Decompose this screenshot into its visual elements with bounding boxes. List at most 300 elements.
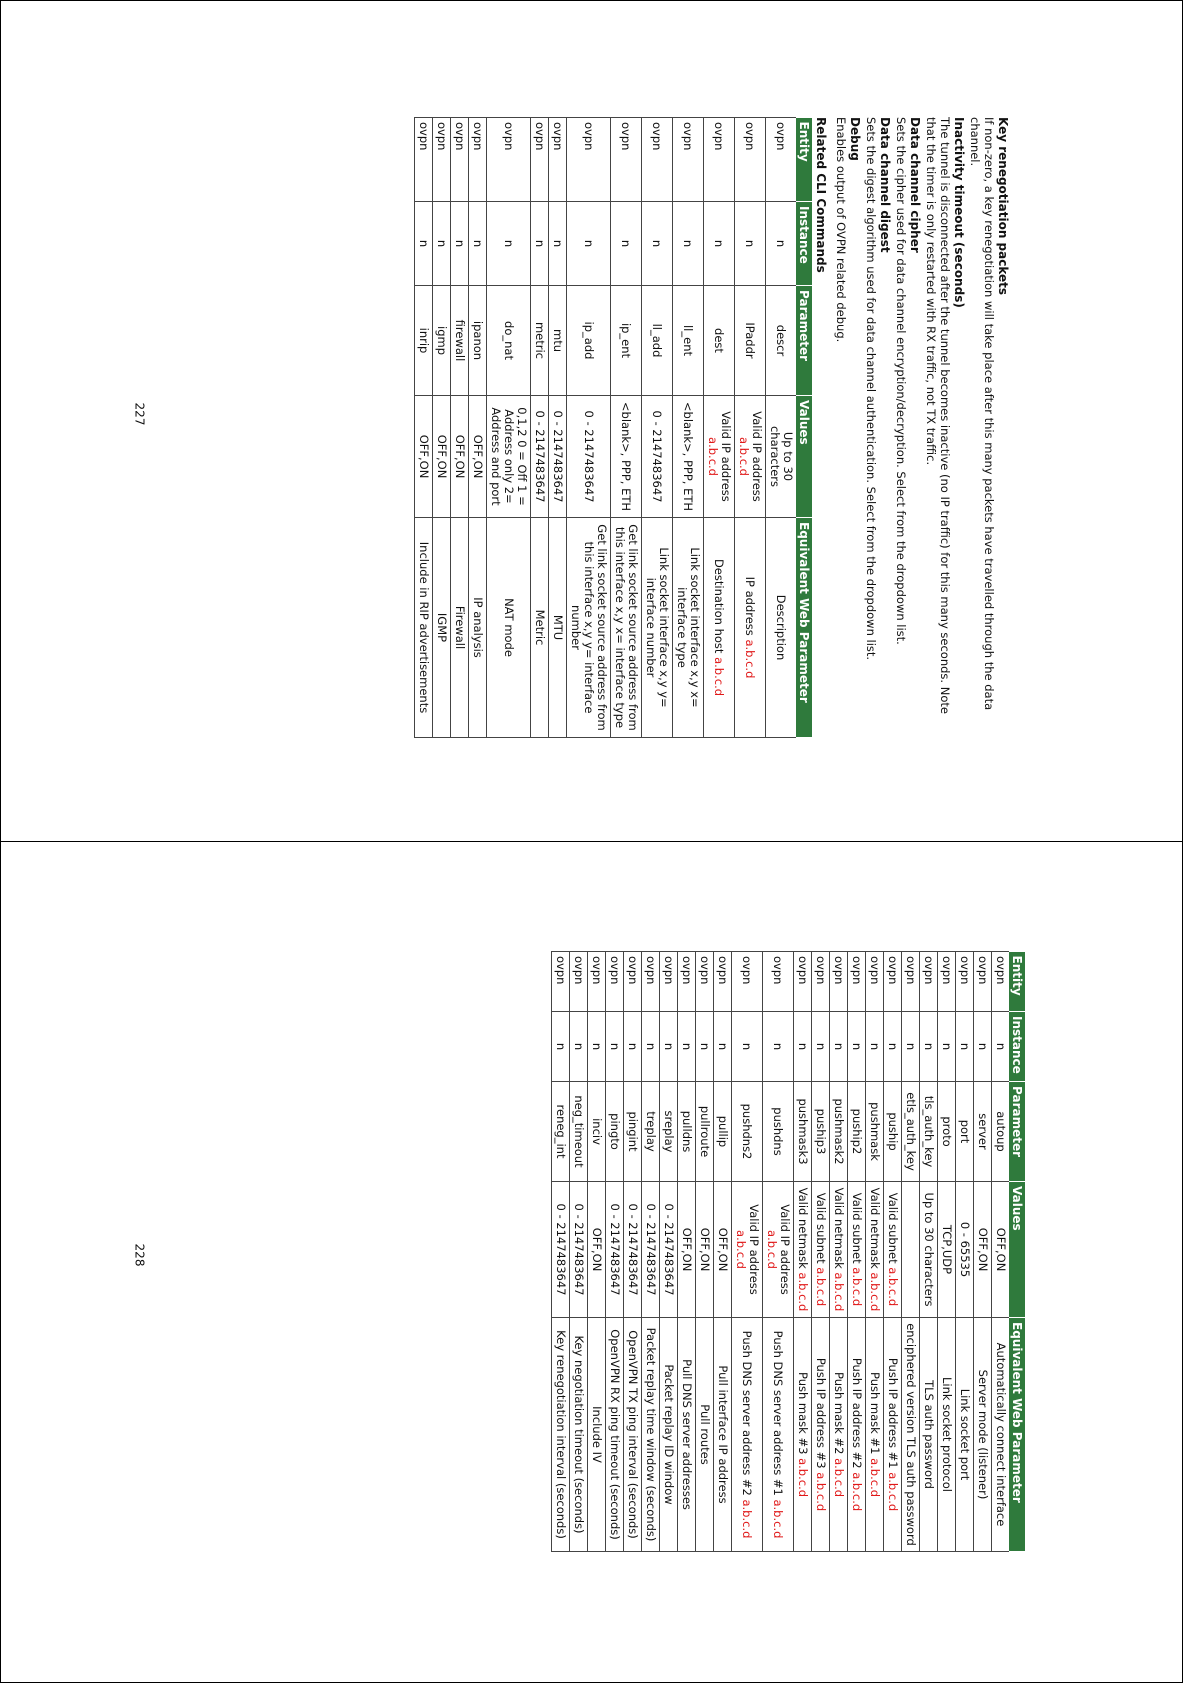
parameter-cell: metric: [531, 286, 549, 396]
values-cell: [673, 396, 704, 518]
parameter-cell: firewall: [451, 286, 469, 396]
column-header: Entity: [1009, 952, 1025, 1012]
entity-cell: ovpn: [902, 952, 920, 1012]
table-row: [992, 952, 1010, 1552]
column-header: Equivalent Web Parameter: [1009, 1318, 1025, 1552]
web-parameter-text: Push DNS server address #2: [740, 1330, 755, 1500]
web-parameter-text: Push mask #1: [868, 1371, 882, 1459]
values-cell: [938, 1182, 956, 1318]
intro-heading: Data channel cipher: [908, 117, 922, 253]
web-parameter-cell: [660, 1318, 678, 1552]
values-cell: [570, 1182, 588, 1318]
values-text: 0 - 2147483647: [650, 410, 665, 503]
parameter-cell: ipanon: [469, 286, 487, 396]
values-text: 0 - 2147483647: [551, 410, 565, 503]
table-row: [487, 118, 531, 738]
web-parameter-cell: [866, 1318, 884, 1552]
values-cell: [848, 1182, 866, 1318]
web-parameter-cell: [938, 1318, 956, 1552]
values-cell: [974, 1182, 992, 1318]
web-parameter-text: enciphered version TLS auth password: [904, 1323, 918, 1546]
table-row: [624, 952, 642, 1552]
web-parameter-text: Push DNS server address #1: [771, 1330, 786, 1500]
entity-cell: ovpn: [704, 118, 735, 202]
values-text: Valid subnet: [814, 1192, 828, 1264]
web-parameter-text: Pull routes: [698, 1404, 712, 1465]
values-text: 0 - 2147483647: [644, 1203, 658, 1296]
web-parameter-text: IP address: [743, 576, 758, 640]
instance-cell: n: [794, 1012, 812, 1082]
table-row: [673, 118, 704, 738]
parameter-cell: pullip: [714, 1082, 732, 1182]
parameter-cell: treplay: [642, 1082, 660, 1182]
web-parameter-text: Link socket port: [958, 1388, 972, 1481]
web-parameter-text: Link socket interface x,y x= interface type: [675, 547, 702, 708]
web-parameter-cell: [642, 1318, 660, 1552]
instance-cell: n: [848, 1012, 866, 1082]
intro-text: If non-zero, a key renegotiation will take place after this many packets have travelled through the data channel.: [968, 117, 996, 711]
intro-text: The tunnel is disconnected after the tunnel becomes inactive (no IP traffic) for this many seconds. Note that the timer is only restarted with RX traffic, not TX traffic.: [924, 117, 952, 714]
web-parameter-cell: [920, 1318, 938, 1552]
entity-cell: ovpn: [642, 952, 660, 1012]
table-row: [642, 118, 673, 738]
entity-cell: ovpn: [992, 952, 1010, 1012]
intro-heading: Key renegotiation packets: [996, 117, 1010, 296]
instance-cell: n: [830, 1012, 848, 1082]
table-row: [678, 952, 696, 1552]
web-parameter-text: MTU: [551, 614, 565, 641]
instance-cell: n: [866, 1012, 884, 1082]
web-parameter-cell: [992, 1318, 1010, 1552]
parameter-cell: igmp: [433, 286, 451, 396]
entity-cell: ovpn: [611, 118, 642, 202]
web-parameter-text: OpenVPN RX ping timeout (seconds): [608, 1329, 622, 1540]
values-cell: [902, 1182, 920, 1318]
values-red-text: a.b.c.d: [796, 1272, 810, 1312]
parameter-cell: IPaddr: [735, 286, 766, 396]
values-cell: [624, 1182, 642, 1318]
values-text: OFF,ON: [994, 1227, 1008, 1272]
entity-cell: ovpn: [920, 952, 938, 1012]
cli-table-page-227: [414, 117, 812, 738]
entity-cell: ovpn: [884, 952, 902, 1012]
instance-cell: n: [974, 1012, 992, 1082]
instance-cell: n: [714, 1012, 732, 1082]
parameter-cell: pushmask: [866, 1082, 884, 1182]
values-cell: [992, 1182, 1010, 1318]
web-parameter-text: TLS auth password: [922, 1380, 936, 1489]
table-row: [531, 118, 549, 738]
values-text: Valid IP address: [747, 1204, 761, 1295]
web-parameter-cell: [611, 518, 642, 738]
entity-cell: ovpn: [487, 118, 531, 202]
entity-cell: ovpn: [714, 952, 732, 1012]
web-parameter-text: Push IP address #2: [850, 1357, 864, 1473]
entity-cell: ovpn: [531, 118, 549, 202]
web-parameter-text: Link socket protocol: [940, 1377, 954, 1492]
values-cell: [704, 396, 735, 518]
parameter-cell: sreplay: [660, 1082, 678, 1182]
web-parameter-text: NAT mode: [502, 598, 516, 657]
web-parameter-text: Description: [774, 594, 789, 661]
entity-cell: ovpn: [433, 118, 451, 202]
instance-cell: n: [415, 202, 433, 286]
instance-cell: n: [611, 202, 642, 286]
entity-cell: ovpn: [469, 118, 487, 202]
values-text: 0 - 2147483647: [626, 1203, 640, 1296]
instance-cell: n: [673, 202, 704, 286]
web-parameter-cell: [642, 518, 673, 738]
values-red-text: a.b.c.d: [832, 1272, 846, 1312]
values-text: TCP,UDP: [940, 1224, 954, 1275]
values-text: 0 - 2147483647: [608, 1203, 622, 1296]
parameter-cell: puship: [884, 1082, 902, 1182]
parameter-cell: pullroute: [696, 1082, 714, 1182]
parameter-cell: puship3: [812, 1082, 830, 1182]
table-row: [732, 952, 763, 1552]
table-row: [902, 952, 920, 1552]
parameter-cell: pushdns2: [732, 1082, 763, 1182]
web-parameter-cell: [902, 1318, 920, 1552]
parameter-cell: pulldns: [678, 1082, 696, 1182]
values-text: 0,1,2 0 = Off 1 = Address only 2= Address and port: [489, 407, 529, 506]
web-parameter-cell: [549, 518, 567, 738]
entity-cell: ovpn: [830, 952, 848, 1012]
web-parameter-cell: [714, 1318, 732, 1552]
intro-text: Enables output of OVPN related debug.: [834, 117, 848, 343]
parameter-cell: autoup: [992, 1082, 1010, 1182]
instance-cell: n: [884, 1012, 902, 1082]
parameter-cell: inciv: [588, 1082, 606, 1182]
web-parameter-text: Push IP address #3: [814, 1357, 828, 1473]
instance-cell: n: [469, 202, 487, 286]
instance-cell: n: [938, 1012, 956, 1082]
table-row: [766, 118, 797, 738]
web-parameter-cell: [433, 518, 451, 738]
intro-heading: Debug: [848, 117, 862, 161]
parameter-cell: proto: [938, 1082, 956, 1182]
values-cell: [735, 396, 766, 518]
web-parameter-cell: [884, 1318, 902, 1552]
parameter-cell: pingint: [624, 1082, 642, 1182]
values-cell: [830, 1182, 848, 1318]
table-row: [794, 952, 812, 1552]
parameter-cell: pushmask3: [794, 1082, 812, 1182]
intro-section: [834, 117, 1010, 737]
entity-cell: ovpn: [678, 952, 696, 1012]
values-text: OFF,ON: [453, 434, 467, 479]
column-header: Equivalent Web Parameter: [796, 518, 812, 738]
values-text: 0 - 2147483647: [662, 1203, 676, 1296]
parameter-cell: pushmask2: [830, 1082, 848, 1182]
values-cell: [766, 396, 797, 518]
instance-cell: n: [642, 1012, 660, 1082]
values-cell: [415, 396, 433, 518]
values-red-text: a.b.c.d: [814, 1267, 828, 1307]
values-cell: [552, 1182, 570, 1318]
values-text: Valid subnet: [850, 1192, 864, 1264]
web-parameter-cell: [974, 1318, 992, 1552]
web-parameter-red-text: a.b.c.d: [796, 1458, 810, 1498]
page-divider: [0, 841, 1183, 842]
entity-cell: ovpn: [606, 952, 624, 1012]
values-text: 0 - 2147483647: [533, 410, 547, 503]
parameter-cell: port: [956, 1082, 974, 1182]
parameter-cell: tls_auth_key: [920, 1082, 938, 1182]
web-parameter-cell: [766, 518, 797, 738]
entity-cell: ovpn: [624, 952, 642, 1012]
table-header-row: [796, 118, 812, 738]
values-text: Valid netmask: [868, 1187, 882, 1269]
table-row: [848, 952, 866, 1552]
values-cell: [567, 396, 611, 518]
values-text: OFF,ON: [716, 1227, 730, 1272]
values-text: Valid netmask: [832, 1187, 846, 1269]
intro-heading: Inactivity timeout (seconds): [952, 117, 966, 308]
entity-cell: ovpn: [763, 952, 794, 1012]
table-row: [567, 118, 611, 738]
web-parameter-red-text: a.b.c.d: [868, 1458, 882, 1498]
parameter-cell: ll_add: [642, 286, 673, 396]
instance-cell: n: [735, 202, 766, 286]
web-parameter-text: Key renegotiation interval (seconds): [554, 1330, 568, 1539]
intro-text: Sets the cipher used for data channel encryption/decryption. Select from the dropdown list.: [894, 117, 908, 645]
entity-cell: ovpn: [673, 118, 704, 202]
web-parameter-cell: [848, 1318, 866, 1552]
web-parameter-text: Pull DNS server addresses: [680, 1359, 694, 1510]
parameter-cell: descr: [766, 286, 797, 396]
values-cell: [531, 396, 549, 518]
entity-cell: ovpn: [938, 952, 956, 1012]
entity-cell: ovpn: [848, 952, 866, 1012]
instance-cell: n: [624, 1012, 642, 1082]
parameter-cell: ll_ent: [673, 286, 704, 396]
web-parameter-cell: [812, 1318, 830, 1552]
entity-cell: ovpn: [567, 118, 611, 202]
web-parameter-text: Get link socket source address from this interface x,y y= interface number: [569, 524, 609, 731]
values-text: OFF,ON: [590, 1227, 604, 1272]
values-text: Valid IP address: [750, 411, 764, 502]
web-parameter-red-text: a.b.c.d: [850, 1472, 864, 1512]
table-row: [570, 952, 588, 1552]
values-cell: [433, 396, 451, 518]
values-text: <blank>, PPP, ETH: [619, 401, 634, 512]
values-red-text: a.b.c.d: [850, 1267, 864, 1307]
web-parameter-cell: [624, 1318, 642, 1552]
table-row: [763, 952, 794, 1552]
web-parameter-text: Destination host: [712, 558, 727, 658]
values-cell: [794, 1182, 812, 1318]
table-row: [433, 118, 451, 738]
table-header-row: [1009, 952, 1025, 1552]
instance-cell: n: [766, 202, 797, 286]
instance-cell: n: [696, 1012, 714, 1082]
web-parameter-cell: [487, 518, 531, 738]
entity-cell: ovpn: [812, 952, 830, 1012]
web-parameter-cell: [588, 1318, 606, 1552]
web-parameter-text: Pull interface IP address: [716, 1365, 730, 1504]
web-parameter-red-text: a.b.c.d: [886, 1472, 900, 1512]
entity-cell: ovpn: [974, 952, 992, 1012]
table-row: [469, 118, 487, 738]
table-row: [415, 118, 433, 738]
web-parameter-text: Push mask #3: [796, 1371, 810, 1459]
instance-cell: n: [433, 202, 451, 286]
instance-cell: n: [606, 1012, 624, 1082]
entity-cell: ovpn: [794, 952, 812, 1012]
web-parameter-cell: [696, 1318, 714, 1552]
values-red-text: a.b.c.d: [737, 437, 751, 476]
values-text: Up to 30 characters: [922, 1192, 936, 1307]
web-parameter-cell: [735, 518, 766, 738]
values-cell: [642, 1182, 660, 1318]
values-cell: [920, 1182, 938, 1318]
web-parameter-text: Firewall: [453, 605, 467, 650]
table-row: [642, 952, 660, 1552]
column-header: Instance: [1009, 1012, 1025, 1082]
web-parameter-cell: [704, 518, 735, 738]
table-row: [735, 118, 766, 738]
entity-cell: ovpn: [696, 952, 714, 1012]
entity-cell: ovpn: [570, 952, 588, 1012]
values-text: OFF,ON: [471, 434, 485, 479]
web-parameter-cell: [673, 518, 704, 738]
instance-cell: n: [588, 1012, 606, 1082]
web-parameter-cell: [415, 518, 433, 738]
values-red-text: a.b.c.d: [765, 1230, 779, 1269]
page-227: [414, 117, 1010, 737]
values-text: 0 - 2147483647: [572, 1203, 586, 1296]
web-parameter-cell: [570, 1318, 588, 1552]
entity-cell: ovpn: [415, 118, 433, 202]
parameter-cell: reneg_int: [552, 1082, 570, 1182]
web-parameter-text: Include in RIP advertisements: [417, 541, 431, 714]
instance-cell: n: [992, 1012, 1010, 1082]
table-row: [830, 952, 848, 1552]
page-number-228: 228: [132, 1243, 147, 1267]
values-cell: [611, 396, 642, 518]
instance-cell: n: [763, 1012, 794, 1082]
table-row: [549, 118, 567, 738]
values-text: Valid subnet: [886, 1192, 900, 1264]
instance-cell: n: [549, 202, 567, 286]
column-header: Instance: [796, 202, 812, 286]
web-parameter-cell: [531, 518, 549, 738]
intro-text: Sets the digest algorithm used for data channel authentication. Select from the dropdown list.: [864, 117, 878, 661]
values-cell: [606, 1182, 624, 1318]
entity-cell: ovpn: [451, 118, 469, 202]
values-text: 0 - 2147483647: [554, 1203, 568, 1296]
instance-cell: n: [570, 1012, 588, 1082]
values-text: <blank>, PPP, ETH: [681, 401, 696, 512]
web-parameter-red-text: a.b.c.d: [740, 1499, 755, 1539]
instance-cell: n: [920, 1012, 938, 1082]
table-row: [938, 952, 956, 1552]
web-parameter-cell: [469, 518, 487, 738]
page-228: [551, 951, 1025, 1551]
column-header: Parameter: [796, 286, 812, 396]
parameter-cell: pushdns: [763, 1082, 794, 1182]
column-header: Values: [1009, 1182, 1025, 1318]
web-parameter-text: Push IP address #1: [886, 1357, 900, 1473]
parameter-cell: etls_auth_key: [902, 1082, 920, 1182]
table-row: [611, 118, 642, 738]
web-parameter-cell: [763, 1318, 794, 1552]
web-parameter-text: Server mode (listener): [976, 1369, 990, 1500]
web-parameter-text: Key negotiation timeout (seconds): [572, 1335, 586, 1534]
instance-cell: n: [642, 202, 673, 286]
parameter-cell: pingto: [606, 1082, 624, 1182]
parameter-cell: server: [974, 1082, 992, 1182]
values-text: OFF,ON: [435, 434, 449, 479]
entity-cell: ovpn: [549, 118, 567, 202]
table-row: [451, 118, 469, 738]
web-parameter-red-text: a.b.c.d: [771, 1499, 786, 1539]
table-row: [660, 952, 678, 1552]
column-header: Parameter: [1009, 1082, 1025, 1182]
intro-heading: Data channel digest: [878, 117, 892, 253]
parameter-cell: mtu: [549, 286, 567, 396]
entity-cell: ovpn: [735, 118, 766, 202]
web-parameter-cell: [451, 518, 469, 738]
parameter-cell: ip_ent: [611, 286, 642, 396]
instance-cell: n: [704, 202, 735, 286]
web-parameter-text: IP analysis: [471, 597, 485, 658]
values-cell: [642, 396, 673, 518]
table-row: [866, 952, 884, 1552]
web-parameter-text: OpenVPN TX ping interval (seconds): [626, 1330, 640, 1539]
values-cell: [588, 1182, 606, 1318]
instance-cell: n: [487, 202, 531, 286]
values-cell: [696, 1182, 714, 1318]
web-parameter-text: Packet replay time window (seconds): [644, 1327, 658, 1542]
instance-cell: n: [660, 1012, 678, 1082]
values-red-text: a.b.c.d: [868, 1272, 882, 1312]
instance-cell: n: [552, 1012, 570, 1082]
values-cell: [451, 396, 469, 518]
web-parameter-red-text: a.b.c.d: [743, 639, 758, 679]
column-header: Values: [796, 396, 812, 518]
values-cell: [487, 396, 531, 518]
web-parameter-red-text: a.b.c.d: [832, 1458, 846, 1498]
web-parameter-cell: [794, 1318, 812, 1552]
table-row: [956, 952, 974, 1552]
values-text: OFF,ON: [698, 1227, 712, 1272]
table-row: [552, 952, 570, 1552]
web-parameter-cell: [830, 1318, 848, 1552]
values-red-text: a.b.c.d: [734, 1230, 748, 1269]
parameter-cell: puship2: [848, 1082, 866, 1182]
web-parameter-cell: [567, 518, 611, 738]
values-cell: [714, 1182, 732, 1318]
table-row: [812, 952, 830, 1552]
values-cell: [866, 1182, 884, 1318]
web-parameter-text: Push mask #2: [832, 1371, 846, 1459]
values-red-text: a.b.c.d: [706, 437, 720, 476]
values-cell: [660, 1182, 678, 1318]
table-row: [920, 952, 938, 1552]
values-text: Valid IP address: [719, 411, 733, 502]
entity-cell: ovpn: [732, 952, 763, 1012]
instance-cell: n: [812, 1012, 830, 1082]
values-cell: [732, 1182, 763, 1318]
values-text: 0 - 65535: [958, 1221, 972, 1278]
values-text: OFF,ON: [417, 434, 431, 479]
parameter-cell: inrip: [415, 286, 433, 396]
web-parameter-cell: [552, 1318, 570, 1552]
values-cell: [678, 1182, 696, 1318]
table-row: [696, 952, 714, 1552]
